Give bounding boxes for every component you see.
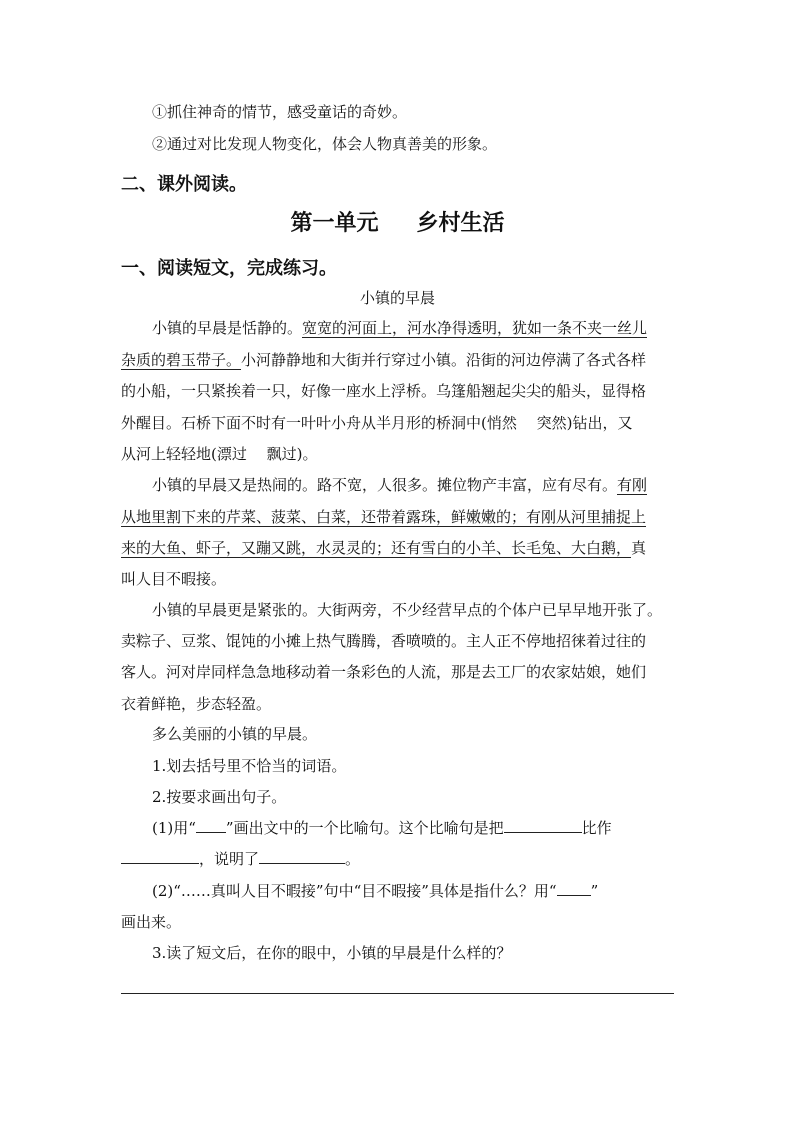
text: 小镇的早晨又是热闹的。路不宽，人很多。摊位物产丰富，应有尽有。 <box>152 476 618 494</box>
underlined-simile-end: 杂质的碧玉带子。 <box>121 351 242 369</box>
text: 比作 <box>581 819 612 837</box>
passage-p4: 多么美丽的小镇的早晨。 <box>152 725 318 743</box>
underlined-detail: 有刚 <box>617 476 648 494</box>
text: ”画出文中的一个比喻句。这个比喻句是把 <box>225 819 504 837</box>
underlined-detail: 来的大鱼、虾子，又蹦又跳，水灵灵的；还有雪白的小羊、长毛兔、大白鹅， <box>121 539 632 557</box>
passage-p2-line2 <box>121 507 674 527</box>
question-2-2-cont: 画出来。 <box>121 913 182 931</box>
passage-p3-line1: 小镇的早晨更是紧张的。大街两旁，不少经营早点的个体户已早早地开张了。 <box>152 601 663 619</box>
text: (1)用“ <box>152 819 196 837</box>
underline-sample <box>557 881 591 896</box>
passage-p2-line1 <box>152 475 674 495</box>
unit-name: 乡村生活 <box>416 211 505 236</box>
passage-p3-line4: 衣着鲜艳，步态轻盈。 <box>121 695 272 713</box>
passage-p1-line5: 从河上轻轻地(漂过 飘过)。 <box>121 445 318 463</box>
passage-p3-line3: 客人。河对岸同样急急地移动着一条彩色的人流，那是去工厂的农家姑娘，她们 <box>121 663 647 681</box>
text: 小河静静地和大街并行穿过小镇。沿街的河边停满了各式各样 <box>241 351 647 369</box>
question-2-1 <box>152 818 674 838</box>
passage-p1-line3: 的小船，一只紧挨着一只，好像一座水上浮桥。乌篷船翘起尖尖的船头，显得格 <box>121 382 647 400</box>
text: 。 <box>345 850 361 868</box>
intro-point-1: ①抓住神奇的情节，感受童话的奇妙。 <box>152 103 408 121</box>
question-3: 3.读了短文后，在你的眼中，小镇的早晨是什么样的？ <box>152 944 512 962</box>
text: 小镇的早晨是恬静的。 <box>152 319 303 337</box>
passage-p1-line2 <box>121 350 674 370</box>
question-2: 2.按要求画出句子。 <box>152 788 287 806</box>
section-1-heading: 一、阅读短文，完成练习。 <box>121 258 337 279</box>
unit-title <box>121 210 674 238</box>
unit-number: 第一单元 <box>290 211 379 236</box>
passage-p1-line4: 外醒目。石桥下面不时有一叶叶小舟从半月形的桥洞中(悄然 突然)钻出，又 <box>121 414 633 432</box>
question-1: 1.划去括号里不恰当的词语。 <box>152 757 347 775</box>
text: ，说明了 <box>199 850 260 868</box>
text: (2)“……真叫人目不暇接”句中“目不暇接”具体是指什么？用“ <box>152 882 557 900</box>
underlined-detail: 从地里割下来的芹菜、菠菜、白菜，还带着露珠，鲜嫩嫩的；有刚从河里捕捉上 <box>121 508 647 526</box>
passage-title: 小镇的早晨 <box>359 289 435 307</box>
question-2-1-cont <box>121 849 674 869</box>
answer-blank[interactable] <box>121 849 199 864</box>
underline-sample <box>196 818 226 833</box>
answer-line[interactable] <box>121 993 674 994</box>
intro-point-2: ②通过对比发现人物变化，体会人物真善美的形象。 <box>152 135 498 153</box>
underlined-simile: 宽宽的河面上，河水净得透明，犹如一条不夹一丝儿 <box>302 319 648 337</box>
answer-blank[interactable] <box>259 849 345 864</box>
text: ” <box>590 882 599 900</box>
passage-p3-line2: 卖粽子、豆浆、馄饨的小摊上热气腾腾，香喷喷的。主人正不停地招徕着过往的 <box>121 632 647 650</box>
text: 真 <box>631 539 647 557</box>
passage-p2-line3 <box>121 538 674 558</box>
passage-p1-line1 <box>152 318 674 338</box>
passage-p2-line4: 叫人目不暇接。 <box>121 570 227 588</box>
section-2-heading: 二、课外阅读。 <box>121 174 247 195</box>
answer-blank[interactable] <box>504 818 582 833</box>
question-2-2 <box>152 881 674 901</box>
